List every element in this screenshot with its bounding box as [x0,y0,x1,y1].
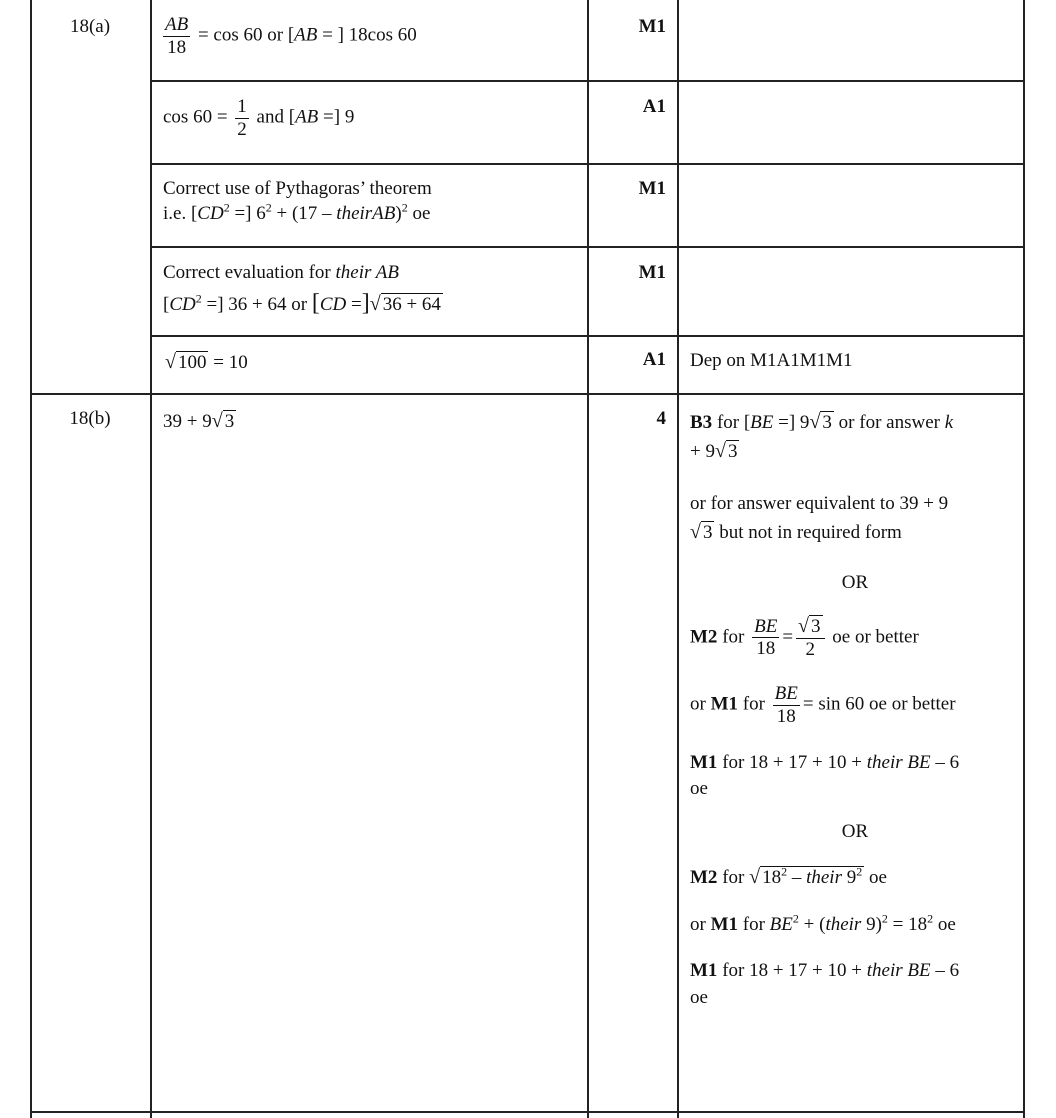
text: AB [295,106,319,128]
text: or [ [267,24,295,46]
answer-cell [163,261,443,319]
text: i.e. [$CD^2$ =] $6^2 + (17$ – theirAB)$^2$ oe [163,200,431,224]
fraction: $\frac{AB}{18}$ [165,14,189,58]
text: Correct evaluation for their AB [163,262,400,283]
col-divider-3 [677,0,679,1118]
note-equiv: or for answer equivalent to 39 + 9 √ 3 but not in required form [690,493,949,543]
mark-cell: M1 [638,178,666,199]
note-m1-sum: M1 for 18 + 17 + 10 + their BE – 6 oe [690,751,960,800]
note-cell: Dep on M1A1M1M1 [690,350,853,371]
note-m1-pyth: or M1 for $BE^2$ + (their $9)^2 = 18^2$ oe [690,911,956,935]
row-divider [30,1111,1024,1113]
note-m2-sqrt: M2 for √ $18^2$ – their $9^2$ oe [690,864,887,889]
col-divider-1 [150,0,152,1118]
sqrt: √ 3 [211,410,235,432]
answer-cell: $\frac{AB}{18}$ = cos 60 or [AB = ] 18cos 60 [165,14,417,58]
mark-cell: A1 [642,349,666,370]
col-divider-2 [587,0,589,1118]
row-divider [150,246,1024,248]
question-number: 18(b) [69,408,111,429]
mark-cell: 4 [656,408,666,429]
note-b3-cont: + 9√ 3 [690,439,738,462]
note-m1-sum-2: M1 for 18 + 17 + 10 + their BE – 6 oe [690,960,960,1009]
answer-cell [163,177,432,226]
note-m1-sin: or M1 for $\frac{BE}{18}$ = sin 60 oe or better [690,682,956,727]
or-separator: OR [841,572,869,594]
note-b3: B3 for [BE =] 9√ 3 or for answer k [690,411,954,433]
mark-cell: A1 [642,96,666,117]
right-border [1023,0,1025,1118]
answer-cell: 39 + 9√ 3 [163,408,236,435]
note-m2-frac: M2 for $\frac{BE}{18}$ = $\frac{√ 3}{2}$ oe or better [690,614,919,660]
row-divider [30,393,1024,395]
left-border [30,0,32,1118]
text: AB [294,24,318,46]
text: cos 60 = [163,106,228,128]
mark-cell: M1 [638,16,666,37]
or-separator: OR [841,820,869,842]
sqrt: √ 100 [165,351,207,373]
row-divider [150,80,1024,82]
answer-cell [163,96,354,141]
text: and [ [256,106,296,128]
text: Correct use of Pythagoras’ theorem [163,178,432,199]
row-divider [150,163,1024,165]
sqrt: √ 36 + 64 [369,292,441,315]
text: = ] 18cos 60 [322,24,417,46]
row-divider [150,335,1024,337]
question-number: 18(a) [69,16,111,37]
text: [$CD^2$ =] 36 + 64 or [CD =]√ 36 + 64 [163,289,441,316]
answer-cell: √ 100 = 10 [165,349,248,376]
notes-block [690,408,1020,1012]
mark-cell: M1 [638,262,666,283]
text: =] 9 [323,106,355,128]
fraction: $\frac{1}{2}$ [237,96,247,140]
